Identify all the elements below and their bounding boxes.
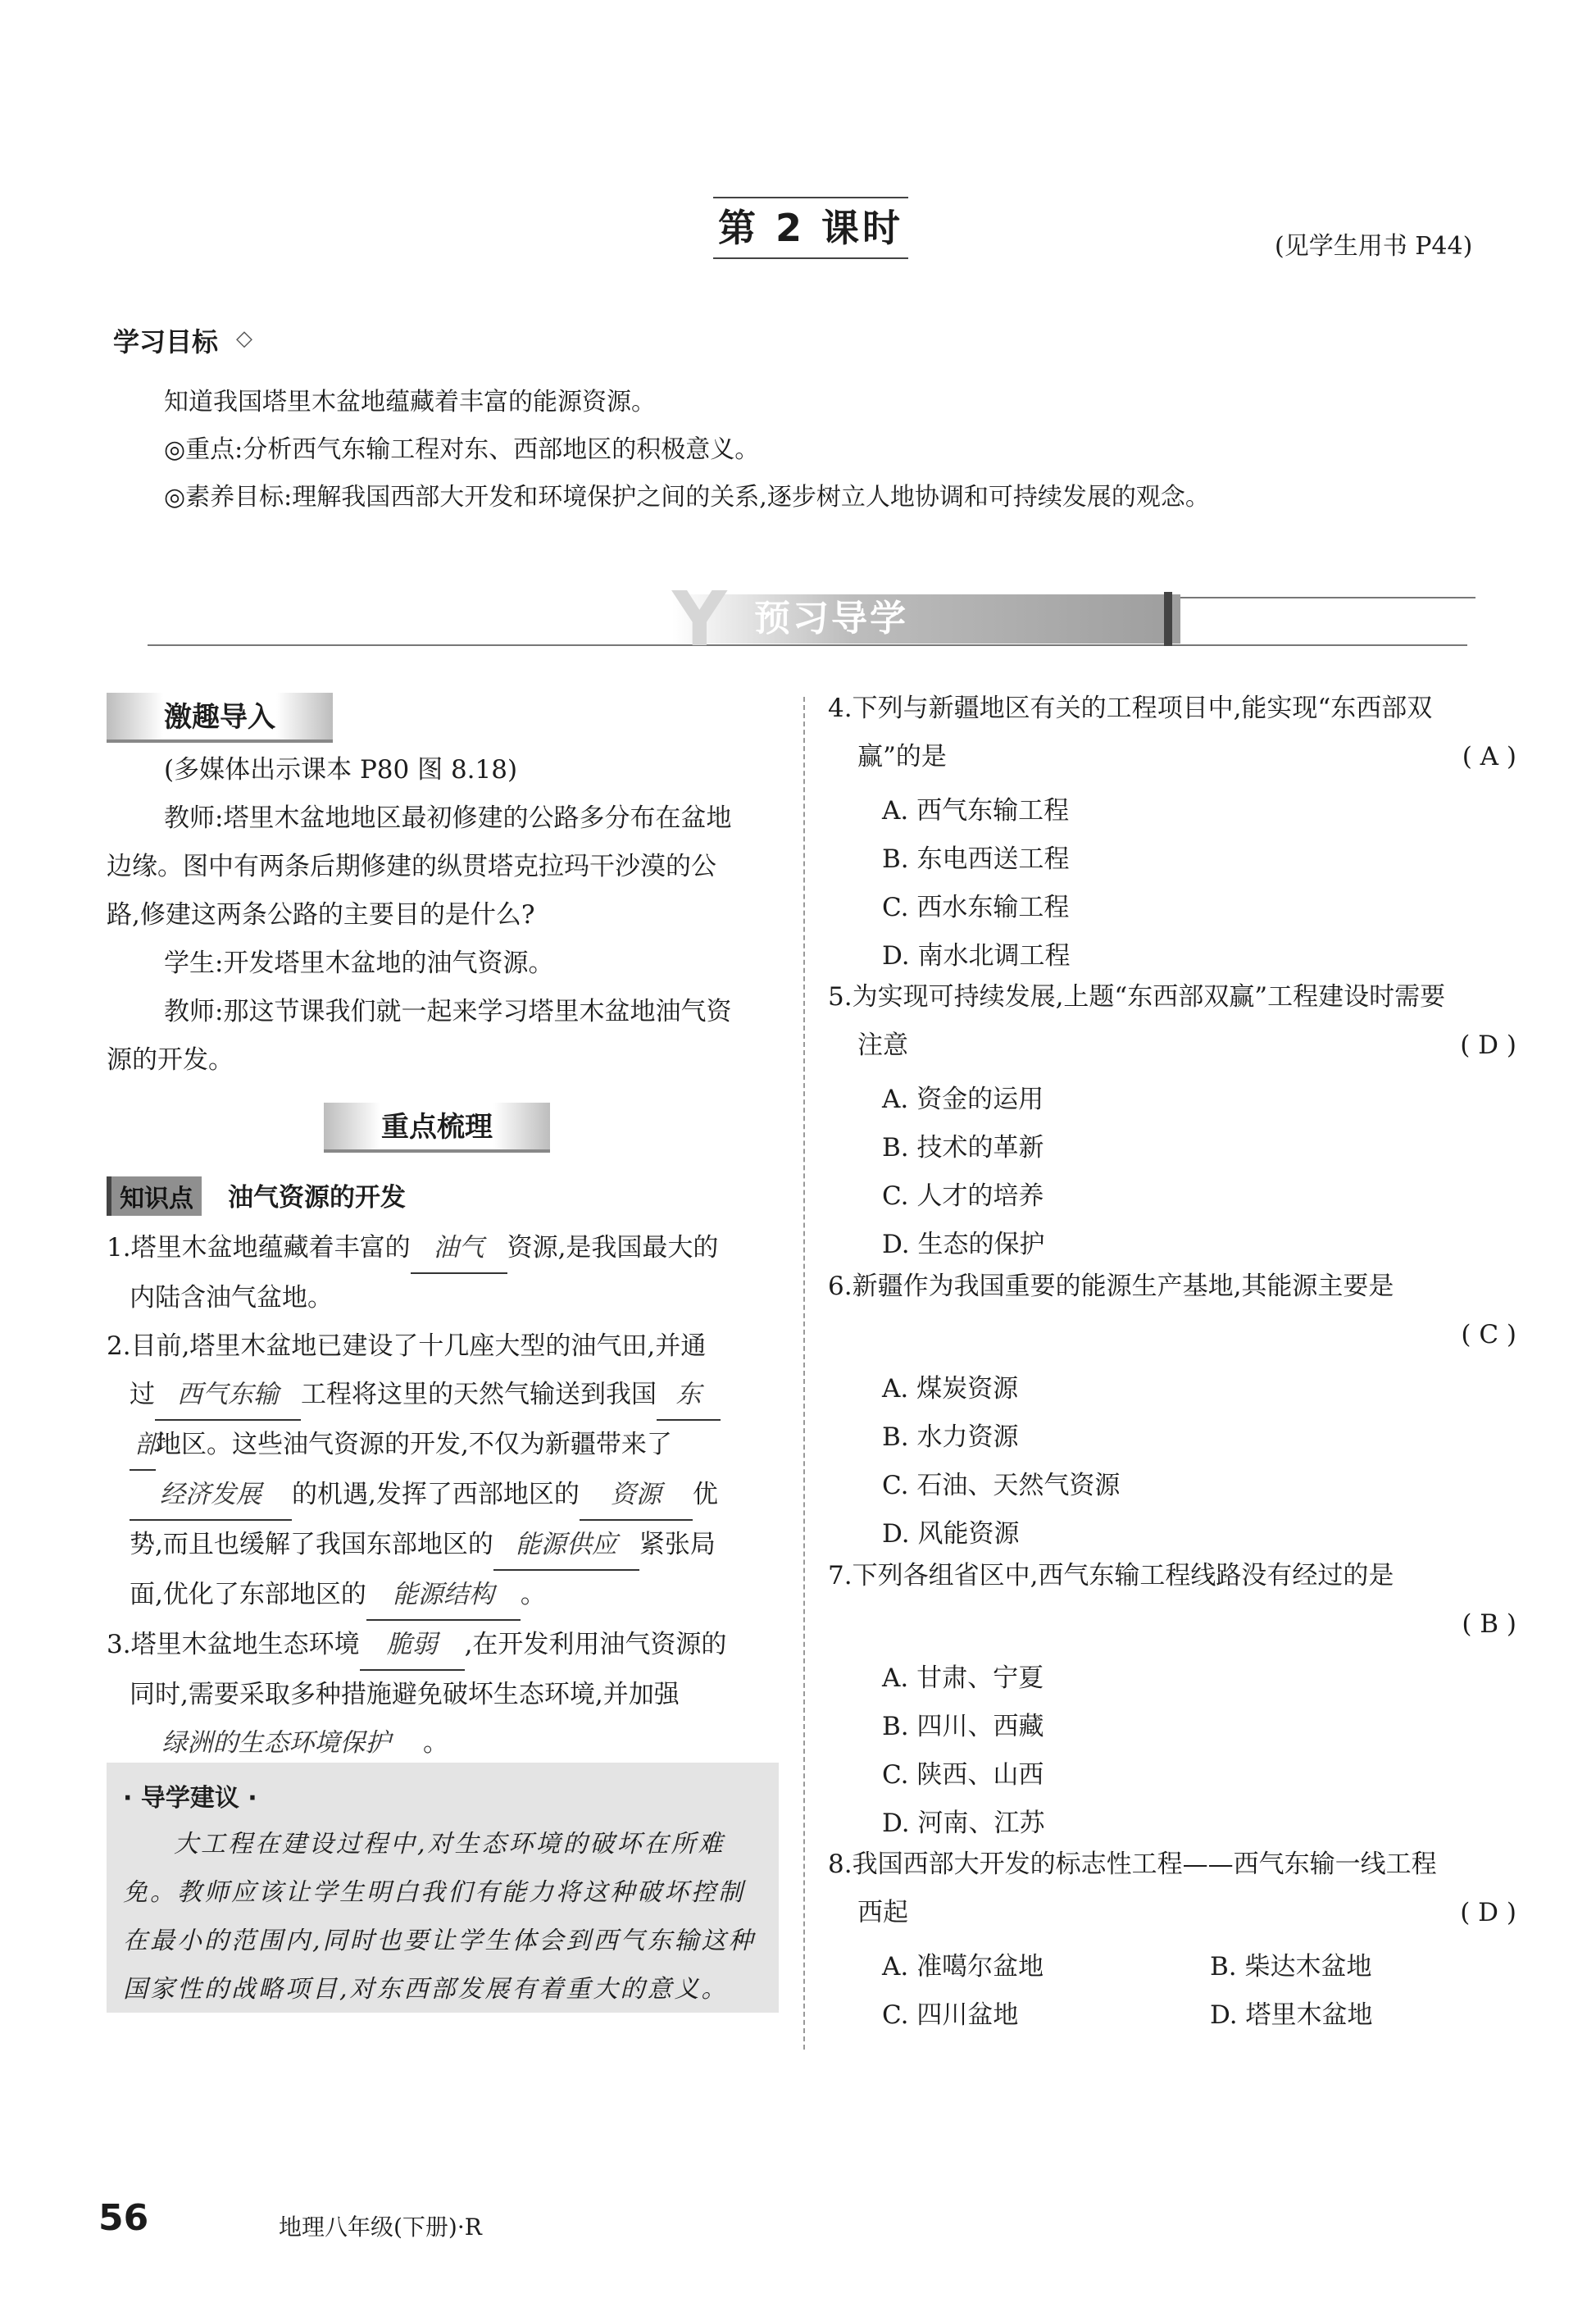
- q4-option-a: A. 西气东输工程: [882, 796, 1070, 826]
- q5-option-c: C. 人才的培养: [882, 1181, 1044, 1211]
- q8-option-d: D. 塔里木盆地: [1210, 2000, 1373, 2030]
- question-8: 8.我国西部大开发的标志性工程——西气东输一线工程 西起 ( D ): [828, 1841, 1516, 1937]
- q4-option-d: D. 南水北调工程: [882, 941, 1071, 971]
- q6-option-c: C. 石油、天然气资源: [882, 1471, 1121, 1500]
- intro-paragraph: [107, 746, 787, 1085]
- intro-line-1: (多媒体出示课本 P80 图 8.18): [164, 755, 518, 785]
- answer-4: ( A ): [1462, 742, 1516, 771]
- banner-box: [672, 594, 1180, 644]
- key-points-heading: 重点梳理: [324, 1103, 550, 1153]
- diamond-arrow-icon: ◇: [236, 326, 252, 351]
- fill-blank: 绿洲的生态环境保护: [130, 1719, 423, 1769]
- teaching-tip-text: [123, 1820, 771, 2013]
- question-6: 6.新疆作为我国重要的能源生产基地,其能源主要是 ( C ): [828, 1263, 1516, 1359]
- item-2-line-2: 过 西气东输 工程将这里的天然气输送到我国 东: [107, 1371, 787, 1421]
- banner-bar: [1164, 592, 1172, 646]
- fill-blank: 油气: [411, 1224, 507, 1274]
- tip-line-1: 大工程在建设过程中,对生态环境的破坏在所难: [174, 1830, 725, 1859]
- fill-blank: 东: [657, 1371, 721, 1421]
- tip-line-4: 国家性的战略项目,对东西部发展有着重大的意义。: [123, 1975, 729, 2004]
- fill-blank: 资源: [580, 1471, 693, 1521]
- intro-line-3: 边缘。图中有两条后期修建的纵贯塔克拉玛干沙漠的公: [107, 852, 716, 881]
- item-2-line-5: 势,而且也缓解了我国东部地区的 能源供应 紧张局: [107, 1521, 787, 1571]
- learning-goals-label: 学习目标: [113, 326, 219, 357]
- goal-line-2: ◎重点:分析西气东输工程对东、西部地区的积极意义。: [164, 435, 760, 464]
- q6-option-a: A. 煤炭资源: [882, 1374, 1019, 1404]
- answer-7: ( B ): [1462, 1609, 1516, 1639]
- questions-column: [828, 685, 1516, 2078]
- knowledge-title: 油气资源的开发: [228, 1183, 406, 1213]
- q7-option-a: A. 甘肃、宁夏: [882, 1663, 1044, 1693]
- q7-option-c: C. 陕西、山西: [882, 1760, 1044, 1790]
- q6-option-d: D. 风能资源: [882, 1519, 1020, 1549]
- item-1-line-1: 1.塔里木盆地蕴藏着丰富的 油气 资源,是我国最大的: [107, 1224, 787, 1274]
- fill-blank: 能源供应: [493, 1521, 639, 1571]
- item-3-line-3: 绿洲的生态环境保护 。: [107, 1719, 787, 1769]
- item-2-line-4: 经济发展 的机遇,发挥了西部地区的 资源 优: [107, 1471, 787, 1521]
- item-1-line-2: 内陆含油气盆地。: [130, 1283, 333, 1313]
- banner-line-left: [148, 644, 1467, 646]
- goal-line-1: 知道我国塔里木盆地蕴藏着丰富的能源资源。: [164, 388, 656, 416]
- fill-blank: 能源结构: [366, 1571, 521, 1621]
- fill-blank: 经济发展: [130, 1471, 292, 1521]
- intro-line-2: 教师:塔里木盆地地区最初修建的公路多分布在盆地: [164, 803, 732, 833]
- key-point-items: [107, 1224, 787, 1769]
- q8-option-a: A. 准噶尔盆地: [882, 1952, 1044, 1982]
- q8-option-b: B. 柴达木盆地: [1210, 1952, 1372, 1982]
- lesson-title: 第 2 课时: [713, 197, 908, 259]
- goal-line-3: ◎素养目标:理解我国西部大开发和环境保护之间的关系,逐步树立人地协调和可持续发展的观念。: [164, 483, 1210, 512]
- answer-8: ( D ): [1460, 1898, 1516, 1927]
- question-5: 5.为实现可持续发展,上题“东西部双赢”工程建设时需要 注意 ( D ): [828, 973, 1516, 1070]
- knowledge-tag: 知识点: [107, 1176, 202, 1216]
- q7-option-d: D. 河南、江苏: [882, 1809, 1045, 1838]
- column-divider: [803, 697, 805, 2050]
- answer-5: ( D ): [1460, 1031, 1516, 1060]
- fill-blank: 脆弱: [360, 1621, 465, 1671]
- answer-6: ( C ): [1461, 1320, 1516, 1349]
- book-title-footer: 地理八年级(下册)·R: [279, 2214, 482, 2241]
- tip-line-2: 免。教师应该让学生明白我们有能力将这种破坏控制: [123, 1878, 745, 1907]
- fill-blank: 部: [130, 1421, 156, 1471]
- q7-option-b: B. 四川、西藏: [882, 1712, 1044, 1741]
- preview-banner: [148, 576, 1467, 663]
- banner-title: 预习导学: [754, 598, 908, 639]
- item-2-line-3: 部地区。这些油气资源的开发,不仅为新疆带来了: [107, 1421, 787, 1471]
- question-4: 4.下列与新疆地区有关的工程项目中,能实现“东西部双 赢”的是 ( A ): [828, 685, 1516, 781]
- q4-option-b: B. 东电西送工程: [882, 844, 1070, 874]
- intro-line-7: 源的开发。: [107, 1045, 234, 1075]
- item-3-line-2: 同时,需要采取多种措施避免破坏生态环境,并加强: [130, 1680, 680, 1709]
- item-3-line-1: 3.塔里木盆地生态环境 脆弱 ,在开发利用油气资源的: [107, 1621, 787, 1671]
- tip-line-3: 在最小的范围内,同时也要让学生体会到西气东输这种: [123, 1927, 756, 1955]
- see-student-book-ref: (见学生用书 P44): [1275, 232, 1473, 261]
- fill-blank: 西气东输: [155, 1371, 301, 1421]
- question-7: 7.下列各组省区中,西气东输工程线路没有经过的是 ( B ): [828, 1552, 1516, 1649]
- banner-y-letter-icon: Y: [672, 576, 727, 663]
- q4-option-c: C. 西水东输工程: [882, 893, 1070, 922]
- item-2-line-1: 2.目前,塔里木盆地已建设了十几座大型的油气田,并通: [107, 1331, 707, 1361]
- page-number: 56: [98, 2197, 149, 2239]
- teaching-tip-title: · 导学建议 ·: [123, 1784, 257, 1813]
- q5-option-d: D. 生态的保护: [882, 1230, 1045, 1259]
- intro-line-4: 路,修建这两条公路的主要目的是什么?: [107, 900, 535, 930]
- item-2-line-6: 面,优化了东部地区的 能源结构 。: [107, 1571, 787, 1621]
- q5-option-b: B. 技术的革新: [882, 1133, 1044, 1163]
- intro-line-6: 教师:那这节课我们就一起来学习塔里木盆地油气资: [164, 997, 732, 1026]
- q8-option-c: C. 四川盆地: [882, 2000, 1019, 2030]
- intro-line-5: 学生:开发塔里木盆地的油气资源。: [164, 949, 554, 978]
- q6-option-b: B. 水力资源: [882, 1422, 1019, 1452]
- q5-option-a: A. 资金的运用: [882, 1085, 1044, 1114]
- intro-heading: 激趣导入: [107, 693, 333, 743]
